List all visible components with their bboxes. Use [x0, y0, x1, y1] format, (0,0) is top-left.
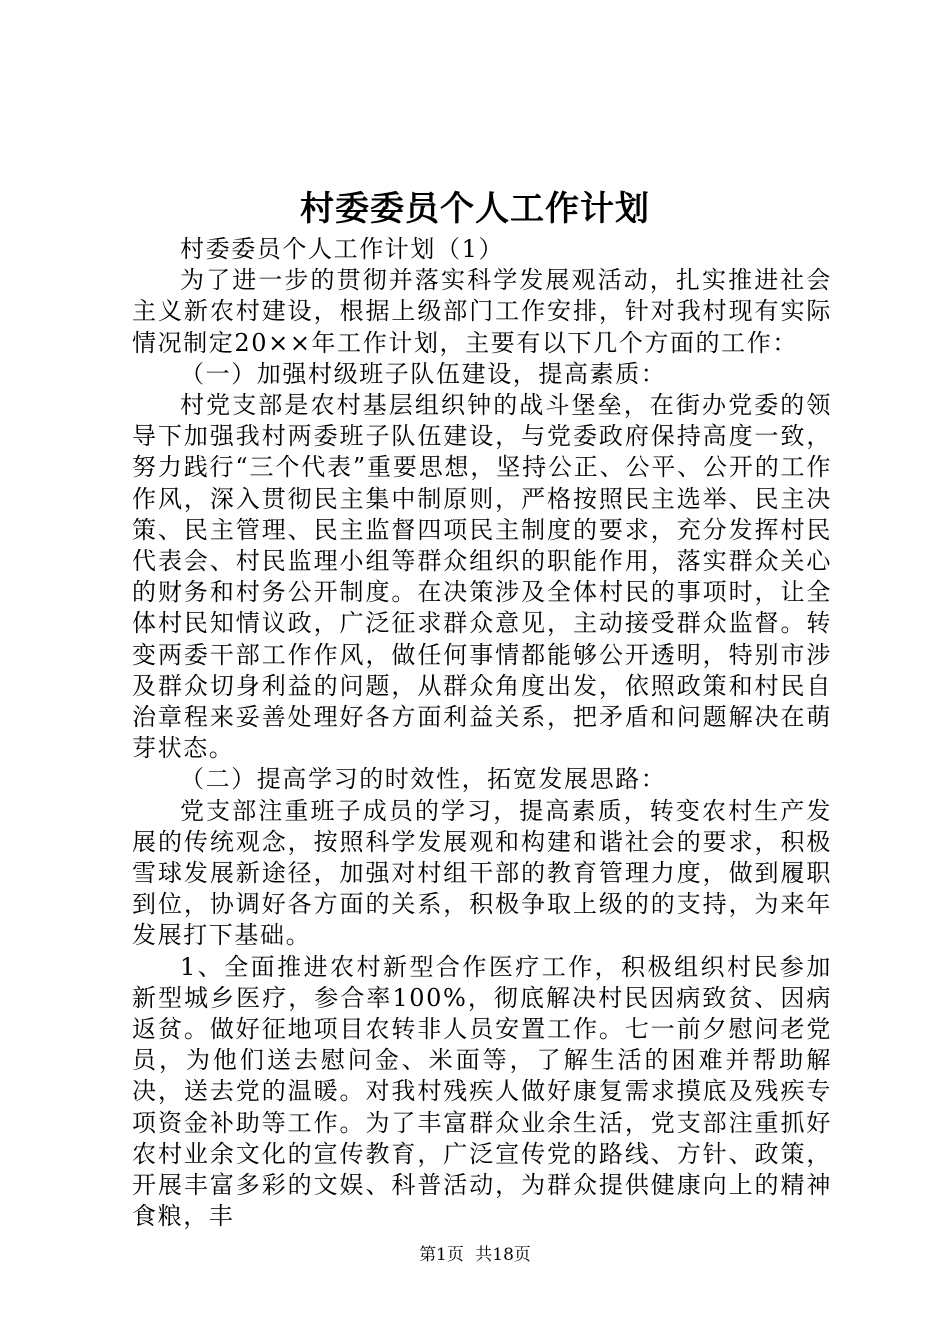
body-paragraph: 1、全面推进农村新型合作医疗工作，积极组织村民参加新型城乡医疗，参合率100%，彻底解决村民因病致贫、因病返贫。做好征地项目农转非人员安置工作。七一前夕慰问老党员，为他们送去慰问金、米面等，了解生活的困难并帮助解决，送去党的温暖。对我村残疾人做好康复需求摸底及残疾专项资金补助等工作。为了丰富群众业余生活，党支部注重抓好农村业余文化的宣传教育，广泛宣传党的路线、方针、政策，开展丰富多彩的文娱、科普活动，为群众提供健康向上的精神食粮，丰: [132, 952, 832, 1231]
page-number: 第1页: [419, 1245, 464, 1265]
body-paragraph: 为了进一步的贯彻并落实科学发展观活动，扎实推进社会主义新农村建设，根据上级部门工作安排，针对我村现有实际情况制定20××年工作计划，主要有以下几个方面的工作：: [132, 266, 832, 357]
body-paragraph: 村党支部是农村基层组织钟的战斗堡垒，在街办党委的领导下加强我村两委班子队伍建设，与党委政府保持高度一致，努力践行“三个代表”重要思想，坚持公正、公平、公开的工作作风，深入贯彻民主集中制原则，严格按照民主选举、民主决策、民主管理、民主监督四项民主制度的要求，充分发挥村民代表会、村民监理小组等群众组织的职能作用，落实群众关心的财务和村务公开制度。在决策涉及全体村民的事项时，让全体村民知情议政，广泛征求群众意见，主动接受群众监督。转变两委干部工作作风，做任何事情都能够公开透明，特别市涉及群众切身利益的问题，从群众角度出发，依照政策和村民自治章程来妥善处理好各方面利益关系，把矛盾和问题解决在萌芽状态。: [132, 391, 832, 763]
section-heading: （一）加强村级班子队伍建设，提高素质：: [180, 359, 667, 388]
document-body: [132, 234, 832, 1233]
page-footer: [0, 1243, 950, 1267]
body-paragraph: 党支部注重班子成员的学习，提高素质，转变农村生产发展的传统观念，按照科学发展观和构建和谐社会的要求，积极雪球发展新途径，加强对村组干部的教育管理力度，做到履职到位，协调好各方面的关系，积极争取上级的的支持，为来年发展打下基础。: [132, 796, 832, 950]
section-heading: 村委委员个人工作计划（1）: [180, 235, 505, 263]
section-heading: （二）提高学习的时效性，拓宽发展思路：: [180, 765, 667, 794]
page-total: 共18页: [475, 1245, 531, 1265]
document-title: 村委委员个人工作计划: [300, 189, 650, 229]
